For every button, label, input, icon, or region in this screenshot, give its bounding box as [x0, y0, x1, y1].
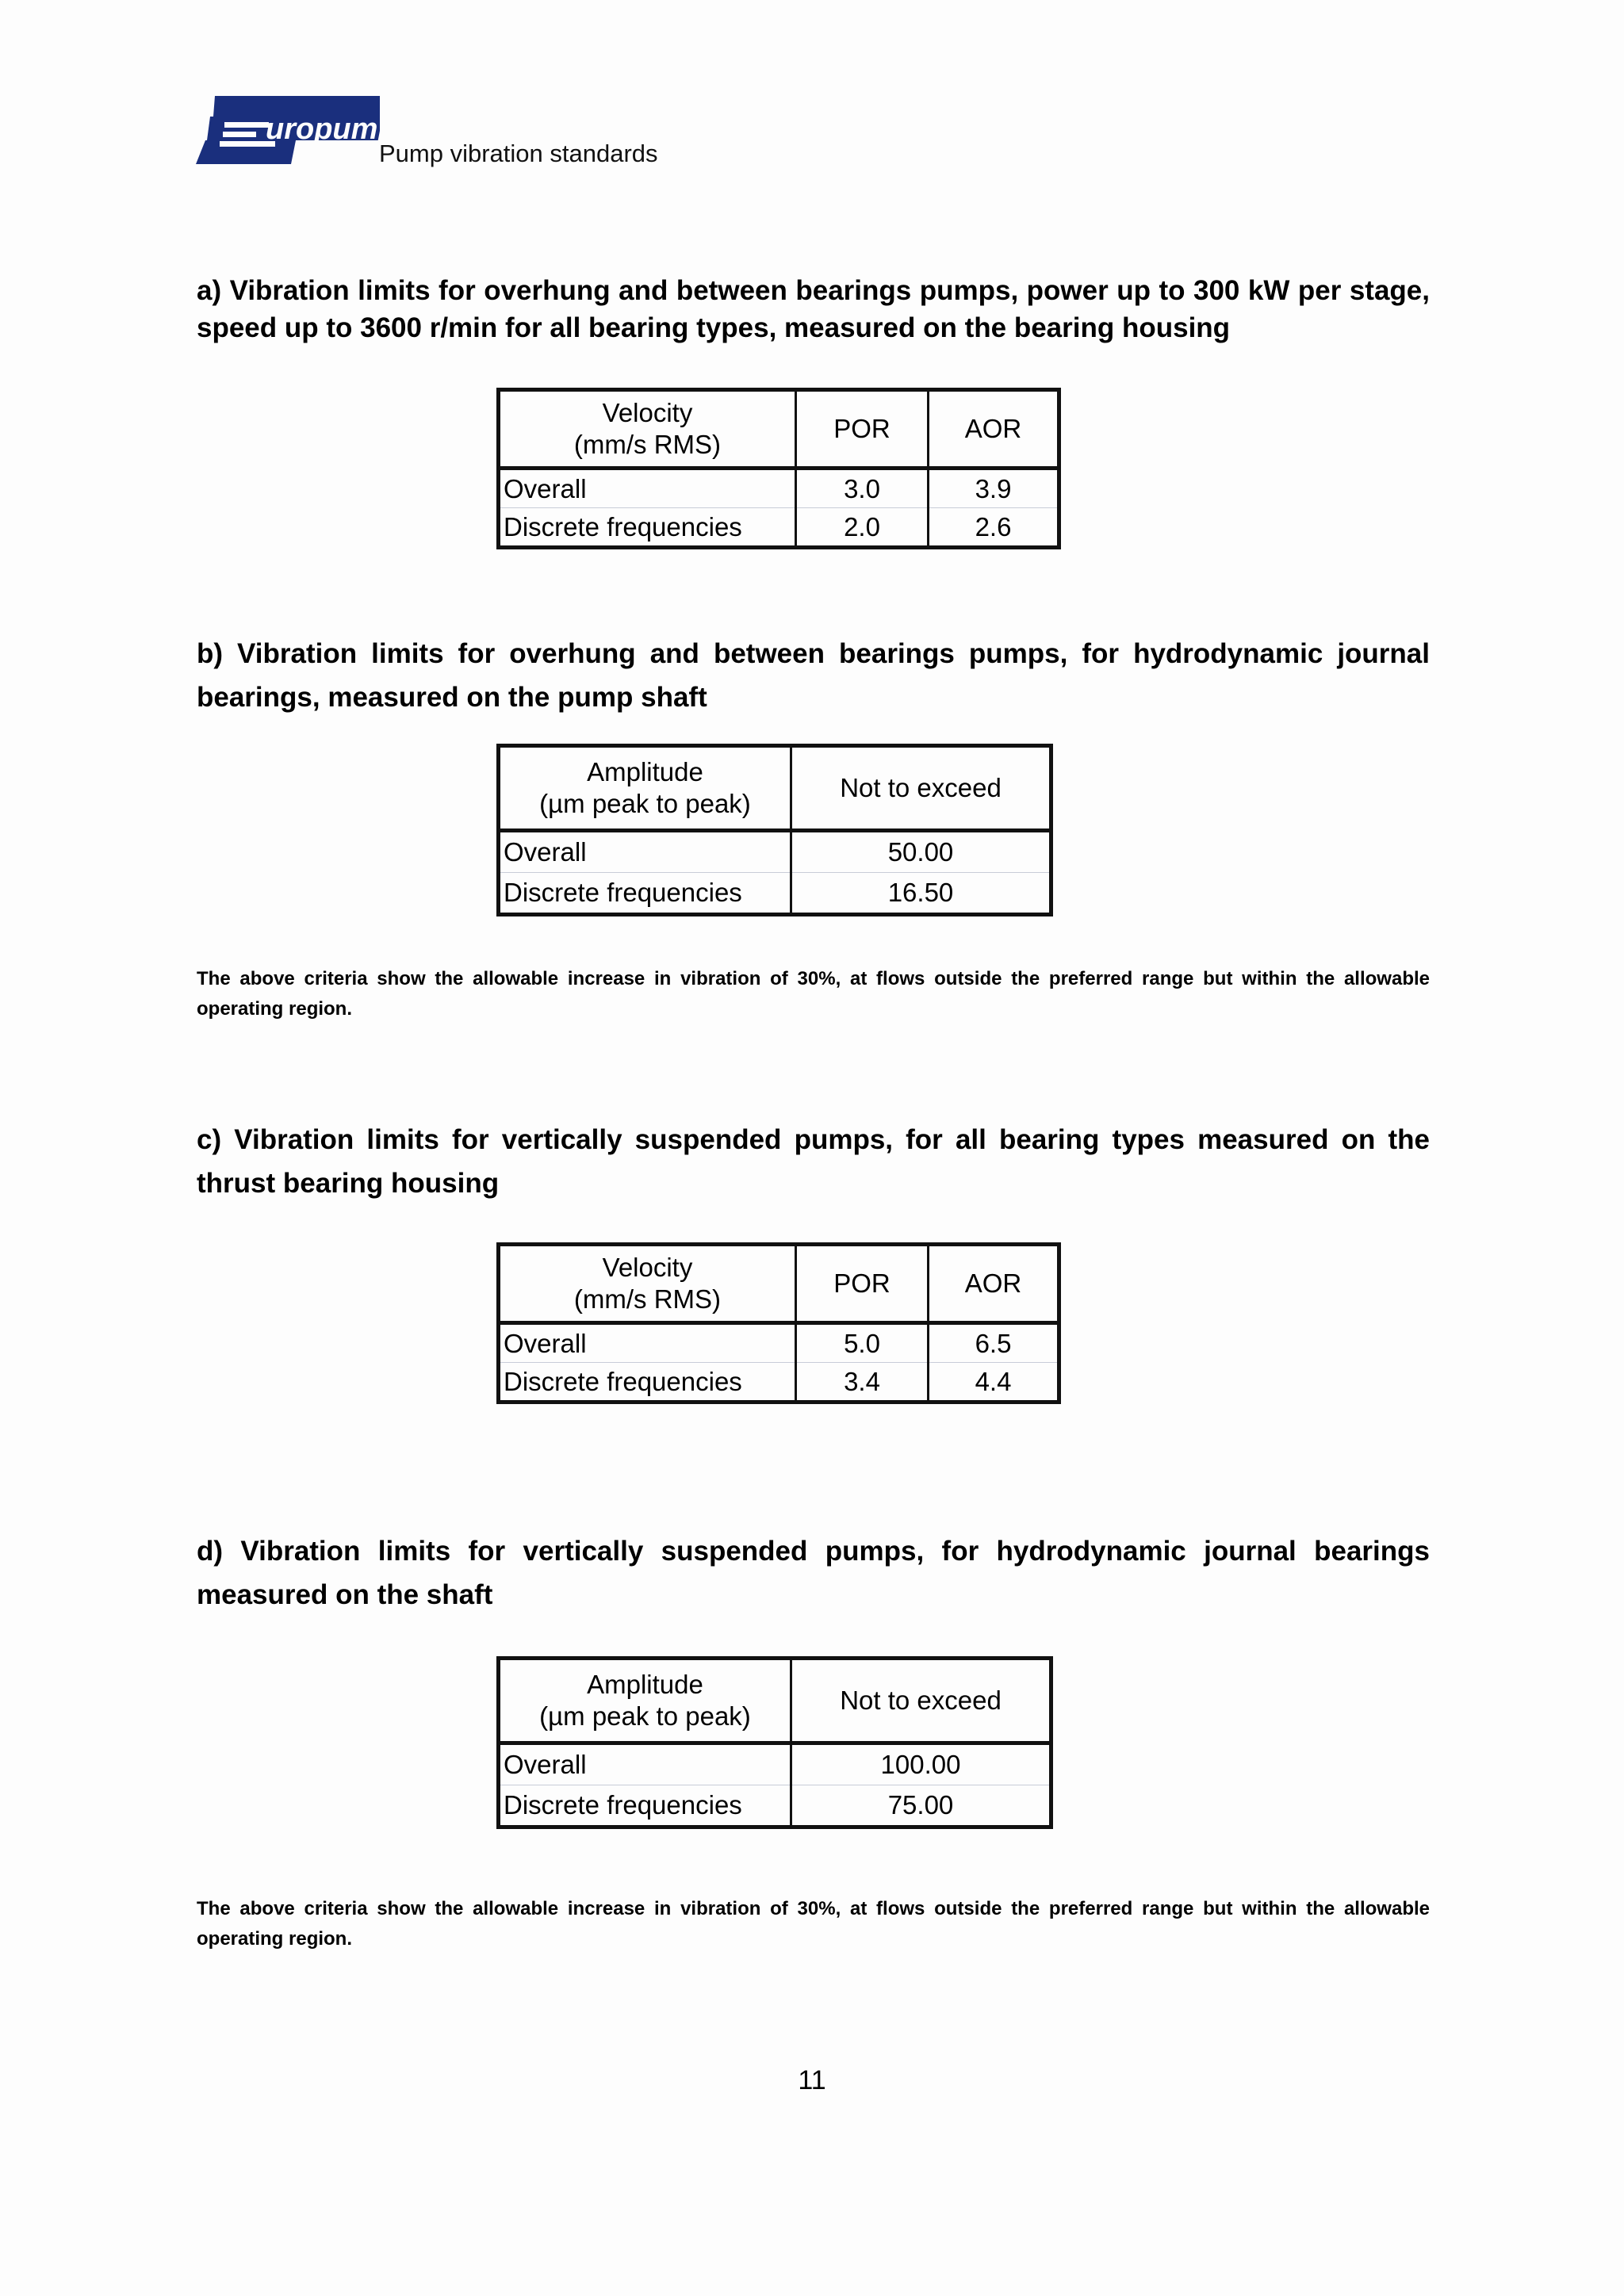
row-label: Discrete frequencies: [499, 508, 796, 548]
header-line1: Amplitude: [587, 757, 703, 786]
header-line1: Amplitude: [587, 1670, 703, 1699]
document-subtitle: Pump vibration standards: [379, 140, 658, 167]
aor-value: 2.6: [975, 511, 1012, 541]
criteria-note: The above criteria show the allowable increase in vibration of 30%, at flows outside the preferred range but within the allowable operating region.: [197, 1898, 1430, 1950]
por-value: 5.0: [796, 1323, 929, 1363]
table-row: [499, 873, 1051, 915]
table-row: [499, 1743, 1051, 1785]
aor-header: AOR: [929, 390, 1059, 469]
velocity-limits-table-c: [496, 1242, 1061, 1404]
row-label: Discrete frequencies: [499, 1363, 796, 1402]
limit-value: 50.00: [791, 831, 1051, 873]
row-label: Overall: [499, 831, 791, 873]
table-row: [499, 508, 1059, 548]
por-header: POR: [796, 390, 929, 469]
amplitude-header: [499, 1659, 791, 1743]
amplitude-limits-table-d: [496, 1656, 1053, 1829]
table-header-row: [499, 390, 1059, 469]
aor-header: AOR: [929, 1245, 1059, 1323]
table-header-row: [499, 1659, 1051, 1743]
aor-value: 6.5: [929, 1323, 1059, 1363]
table-header-row: [499, 746, 1051, 831]
row-label: Overall: [499, 469, 796, 508]
row-label: Discrete frequencies: [499, 873, 791, 915]
europump-logo: [196, 96, 396, 164]
velocity-header: [499, 1245, 796, 1323]
row-label: Overall: [499, 1743, 791, 1785]
aor-value: 4.4: [975, 1366, 1012, 1396]
header-line2: (mm/s RMS): [573, 430, 722, 459]
por-value: 2.0: [796, 508, 929, 548]
amplitude-header: [499, 746, 791, 831]
row-label: Discrete frequencies: [499, 1785, 791, 1827]
por-header: POR: [796, 1245, 929, 1323]
por-value: 3.4: [796, 1363, 929, 1402]
por-value: 3.0: [796, 469, 929, 508]
amplitude-limits-table-b: [496, 744, 1053, 916]
limit-value: 16.50: [887, 878, 954, 907]
limit-value: 100.00: [791, 1743, 1051, 1785]
table-row: [499, 1785, 1051, 1827]
section-c-heading: c) Vibration limits for vertically suspended pumps, for all bearing types measured on the thrust bearing housing: [197, 1124, 1430, 1199]
header-line2: (mm/s RMS): [573, 1284, 722, 1314]
table-row: [499, 1363, 1059, 1402]
header-line1: Velocity: [602, 1253, 693, 1282]
table-header-row: [499, 1245, 1059, 1323]
not-to-exceed-header: Not to exceed: [791, 1659, 1051, 1743]
table-row: [499, 469, 1059, 508]
row-label: Overall: [499, 1323, 796, 1363]
velocity-header: [499, 390, 796, 469]
section-a-heading: a) Vibration limits for overhung and between bearings pumps, power up to 300 kW per stage, speed up to 3600 r/min for all bearing types, measured on the bearing housing: [197, 275, 1430, 343]
criteria-note: The above criteria show the allowable increase in vibration of 30%, at flows outside the preferred range but within the allowable operating region.: [197, 968, 1430, 1020]
page-number: 11: [798, 2065, 826, 2095]
velocity-limits-table-a: [496, 388, 1061, 549]
section-b-heading: b) Vibration limits for overhung and between bearings pumps, for hydrodynamic journal bearings, measured on the pump shaft: [197, 638, 1430, 713]
section-d-heading: d) Vibration limits for vertically suspended pumps, for hydrodynamic journal bearings measured on the shaft: [197, 1536, 1430, 1610]
table-row: [499, 1323, 1059, 1363]
header-line2: (µm peak to peak): [539, 789, 751, 818]
table-row: [499, 831, 1051, 873]
header-line1: Velocity: [602, 398, 693, 427]
limit-value: 75.00: [887, 1790, 954, 1820]
not-to-exceed-header: Not to exceed: [791, 746, 1051, 831]
header-line2: (µm peak to peak): [539, 1701, 751, 1731]
aor-value: 3.9: [929, 469, 1059, 508]
logo-wordmark: uropump: [266, 113, 396, 146]
